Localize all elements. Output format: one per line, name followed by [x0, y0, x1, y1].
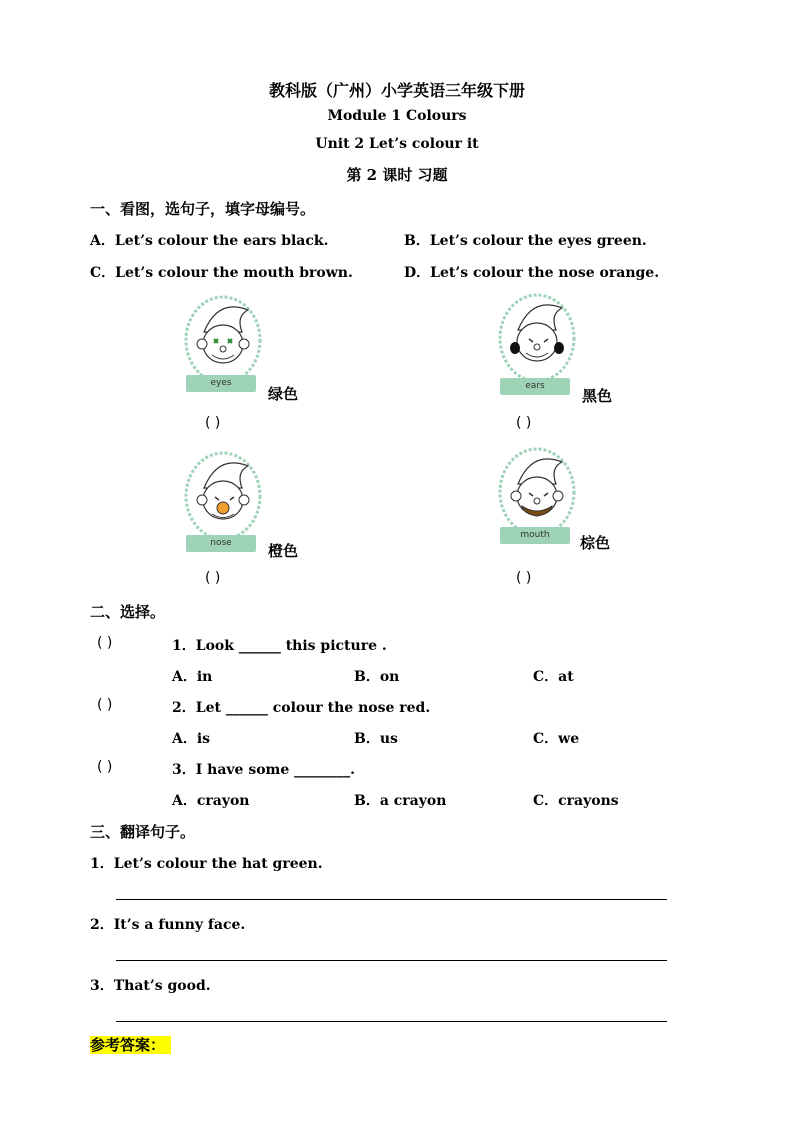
q2-option-b: B．us — [354, 731, 398, 747]
answer-line-2[interactable] — [116, 960, 667, 961]
tag-mouth: mouth — [500, 527, 570, 544]
q2-stem: 2．Let ______ colour the nose red. — [172, 700, 431, 716]
q2-paren[interactable]: ( ) — [97, 697, 113, 713]
q1-option-b: B．on — [354, 669, 400, 685]
q1-option-a: A．in — [172, 669, 213, 685]
clown-mouth-image — [492, 444, 582, 536]
answer-blank-4[interactable]: ( ) — [516, 570, 532, 586]
translate-item-2: 2．It’s a funny face. — [90, 917, 246, 933]
q2-option-c: C．we — [533, 731, 580, 747]
unit-title: Unit 2 Let’s colour it — [315, 136, 479, 152]
q3-option-c: C．crayons — [533, 793, 619, 809]
answers-heading — [90, 1034, 171, 1055]
lesson-title: 第 2 课时 习题 — [346, 166, 448, 184]
clown-eyes-image — [178, 292, 268, 384]
answer-line-1[interactable] — [116, 899, 667, 900]
q3-stem: 3．I have some ________. — [172, 762, 356, 778]
tag-eyes: eyes — [186, 375, 256, 392]
color-brown-label: 棕色 — [580, 534, 611, 552]
q1-paren[interactable]: ( ) — [97, 635, 113, 651]
section3-heading: 三、翻译句子。 — [90, 823, 196, 841]
answer-blank-1[interactable]: ( ) — [205, 415, 221, 431]
option-b: B．Let’s colour the eyes green. — [404, 233, 647, 249]
tag-nose: nose — [186, 535, 256, 552]
section1-heading: 一、看图，选句子，填字母编号。 — [90, 200, 316, 218]
option-a: A．Let’s colour the ears black. — [90, 233, 329, 249]
q3-option-a: A．crayon — [172, 793, 250, 809]
translate-item-1: 1．Let’s colour the hat green. — [90, 856, 323, 872]
tag-ears: ears — [500, 378, 570, 395]
answer-blank-2[interactable]: ( ) — [516, 415, 532, 431]
answers-heading-text: 参考答案： — [90, 1036, 171, 1054]
clown-nose-image — [178, 448, 268, 540]
color-green-label: 绿色 — [268, 385, 299, 403]
page-title: 教科版（广州）小学英语三年级下册 — [268, 81, 525, 100]
translate-item-3: 3．That’s good. — [90, 978, 211, 994]
color-black-label: 黑色 — [582, 387, 613, 405]
answer-line-3[interactable] — [116, 1021, 667, 1022]
q3-option-b: B．a crayon — [354, 793, 447, 809]
clown-ears-image — [492, 290, 582, 382]
color-orange-label: 橙色 — [268, 542, 299, 560]
q1-option-c: C．at — [533, 669, 574, 685]
q1-stem: 1．Look ______ this picture . — [172, 638, 387, 654]
option-c: C．Let’s colour the mouth brown. — [90, 265, 353, 281]
q2-option-a: A．is — [172, 731, 211, 747]
section2-heading: 二、选择。 — [90, 603, 166, 621]
module-title: Module 1 Colours — [327, 108, 467, 124]
q3-paren[interactable]: ( ) — [97, 759, 113, 775]
option-d: D．Let’s colour the nose orange. — [404, 265, 660, 281]
answer-blank-3[interactable]: ( ) — [205, 570, 221, 586]
